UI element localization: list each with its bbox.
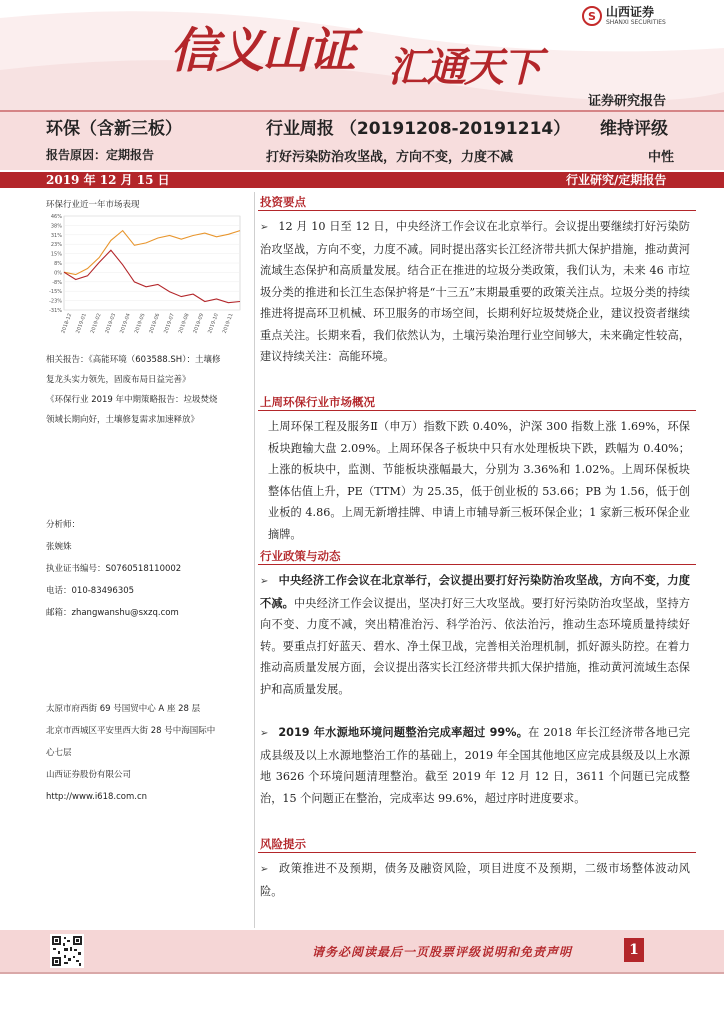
- chart-y-tick-label: -23%: [49, 298, 62, 305]
- logo-name-cn: 山西证券: [606, 5, 655, 19]
- section-risk: [260, 834, 690, 854]
- chart-y-tick-label: 0%: [54, 270, 62, 277]
- analyst-license: 执业证书编号：S0760518110002: [46, 564, 182, 574]
- chart-y-tick-label: 23%: [50, 242, 62, 249]
- report-reason: 报告原因：定期报告: [46, 148, 155, 162]
- bullet-arrow-icon: ➢: [260, 576, 269, 587]
- chart-x-tick-label: 2019-07: [163, 312, 176, 335]
- chart-x-tick-label: 2019-02: [89, 312, 103, 335]
- qr-code-icon[interactable]: [50, 934, 84, 968]
- analyst-email[interactable]: 邮箱：zhangwanshu@sxzq.com: [46, 608, 179, 618]
- chart-x-tick-label: 2019-04: [119, 312, 132, 335]
- section-rule: [258, 410, 696, 411]
- address-line: 北京市西城区平安里西大街 28 号中海国际中: [46, 726, 216, 736]
- chart-y-tick-label: 15%: [50, 251, 62, 258]
- policy-item: ➢ 中央经济工作会议在北京举行，会议提出要打好污染防治攻坚战，方向不变，力度不减。中央经济工作会议提出，坚决打好三大攻坚战。要打好污染防治攻坚战，坚持方向不变、力度不减，突出精准治污、科学治污、依法治污，推动生态环境质量持续好转。要重点打好蓝天、碧水、净土保卫战，完善相关治理机制，抓好源头防控。在着力推动高质量发展方面，会议提出落实长江经济带共抓大保护措施，推动黄河流域生态保护和高质量发展。: [260, 574, 690, 696]
- chart-y-tick-label: 8%: [54, 261, 62, 267]
- bullet-arrow-icon: ➢: [260, 222, 269, 233]
- related-report-line[interactable]: 复龙头实力领先，固废布局日益完善》: [46, 375, 191, 385]
- bullet-arrow-icon: ➢: [260, 864, 269, 875]
- analyst-info: [46, 514, 246, 624]
- logo-name-en: SHANXI SECURITIES: [606, 19, 666, 26]
- chart-x-tick-label: 2019-10: [207, 312, 220, 335]
- chart-x-tick-label: 2019-06: [148, 312, 162, 335]
- related-reports: [46, 350, 246, 430]
- report-type: 证券研究报告: [588, 94, 667, 109]
- report-category: 行业研究/定期报告: [566, 173, 667, 187]
- section-rule: [258, 564, 696, 565]
- company-name: 山西证券股份有限公司: [46, 770, 132, 780]
- analyst-name: 张婉姝: [46, 542, 72, 552]
- page-number: 1: [624, 938, 644, 962]
- section-title: 行业政策与动态: [260, 549, 341, 563]
- report-header: [0, 0, 724, 112]
- chart-x-tick-label: 2019-11: [221, 312, 235, 335]
- related-report-line[interactable]: 相关报告：《高能环境（603588.SH）：土壤修: [46, 355, 221, 365]
- chart-series-line: [64, 250, 240, 303]
- chart-svg: [40, 210, 246, 344]
- market-chart: [40, 210, 246, 344]
- sector-name: 环保（含新三板）: [46, 119, 182, 139]
- policy-item: ➢ 2019 年水源地环境问题整治完成率超过 99%。在 2018 年长江经济带各地已完成县级及以上水源地整治工作的基础上，2019 年全国其他地区应完成县级及以上水源地 3626 个环境问题清理整治。截至 2019 年 12 月 12 日，3611 个问题已完成整治，15 个问题正在整治，完成率达 99.6%，超过序时进度要求。: [260, 726, 690, 805]
- chart-y-tick-label: -31%: [49, 308, 62, 314]
- chart-x-tick-label: 2019-01: [75, 312, 88, 335]
- chart-y-tick-label: 38%: [50, 223, 62, 230]
- market-paragraph: 上周环保工程及服务Ⅱ（申万）指数下跌 0.40%，沪深 300 指数上涨 1.69%，环保板块跑输大盘 2.09%。上周环保各子板块中只有水处理板块下跌，跌幅为 0.40%；上涨的板块中，监测、节能板块涨幅最大，分别为 3.36%和 1.02%。上周环保板块整体估值上升，PE（TTM）为 25.35，低于创业板的 53.66；PB 为 1.56，低于创业板的 4.86。上周无新增挂牌、申请上市辅导新三板环保企业；1 家新三板环保企业摘牌。: [268, 420, 690, 541]
- chart-y-tick-label: 31%: [50, 232, 62, 239]
- related-report-line[interactable]: 领域长期向好，土壤修复需求加速释放》: [46, 415, 200, 425]
- chart-y-tick-label: -15%: [49, 289, 62, 296]
- chart-y-tick-label: 46%: [50, 214, 62, 220]
- company-logo: [582, 6, 666, 26]
- chart-x-tick-label: 2019-03: [104, 312, 118, 335]
- disclaimer-text: 请务必阅读最后一页股票评级说明和免责声明: [312, 945, 573, 959]
- investment-paragraph: ➢ 12 月 10 日至 12 日，中央经济工作会议在北京举行。会议提出要继续打好污染防治攻坚战，方向不变，力度不减。同时提出落实长江经济带共抓大保护措施，推动黄河流域生态保护和高质量发展。结合正在推进的垃圾分类政策，我们认为，未来 46 市垃圾分类的推进和长江生态保护将是“十三五”末期最重要的政策关注点。垃圾分类的持续推进将提高环卫机械、环卫服务的市场空间，长期利好垃圾焚烧企业，建议投资者继续重点关注。长期来看，我们依然认为，土壤污染治理行业空间够大，未来确定性较高，建议持续关注：高能环境。: [260, 220, 690, 363]
- chart-title: 环保行业近一年市场表现: [46, 200, 140, 210]
- bullet-arrow-icon: ➢: [260, 728, 269, 739]
- rating-label: 维持评级: [600, 119, 668, 139]
- chart-x-tick-label: 2018-12: [60, 312, 74, 335]
- report-date: 2019 年 12 月 15 日: [46, 173, 170, 187]
- section-title: 风险提示: [260, 837, 306, 851]
- logo-icon: S: [582, 6, 602, 26]
- related-report-line[interactable]: 《环保行业 2019 年中期策略报告：垃圾焚烧: [46, 395, 218, 405]
- rating-value: 中性: [648, 150, 675, 165]
- section-policy: [260, 546, 690, 566]
- chart-series-line: [64, 231, 240, 275]
- column-divider: [254, 192, 255, 928]
- section-rule: [258, 210, 696, 211]
- chart-x-tick-label: 2019-05: [133, 312, 147, 335]
- address-line: 心七层: [46, 748, 72, 758]
- slogan-secondary: 汇通天下: [388, 44, 540, 91]
- analyst-phone: 电话：010-83496305: [46, 586, 135, 596]
- chart-x-tick-label: 2019-09: [192, 312, 206, 335]
- section-rule: [258, 852, 696, 853]
- section-title: 上周环保行业市场概况: [260, 395, 375, 409]
- analyst-label: 分析师：: [46, 520, 81, 530]
- report-title: 行业周报 （20191208-20191214）: [266, 119, 571, 139]
- company-website[interactable]: http://www.i618.com.cn: [46, 792, 148, 802]
- chart-x-tick-label: 2019-08: [177, 312, 191, 335]
- chart-y-tick-label: -8%: [52, 279, 62, 286]
- section-market: [260, 392, 690, 412]
- slogan-primary: 信义山证: [170, 23, 355, 79]
- report-subtitle: 打好污染防治攻坚战，方向不变，力度不减: [266, 150, 514, 165]
- section-title: 投资要点: [260, 195, 306, 209]
- company-address: [46, 698, 246, 808]
- risk-paragraph: ➢ 政策推进不及预期，债务及融资风险，项目进度不及预期，二级市场整体波动风险。: [260, 862, 690, 898]
- bottom-strip: [0, 972, 724, 974]
- section-investment: [260, 192, 690, 212]
- address-line: 太原市府西街 69 号国贸中心 A 座 28 层: [46, 704, 201, 714]
